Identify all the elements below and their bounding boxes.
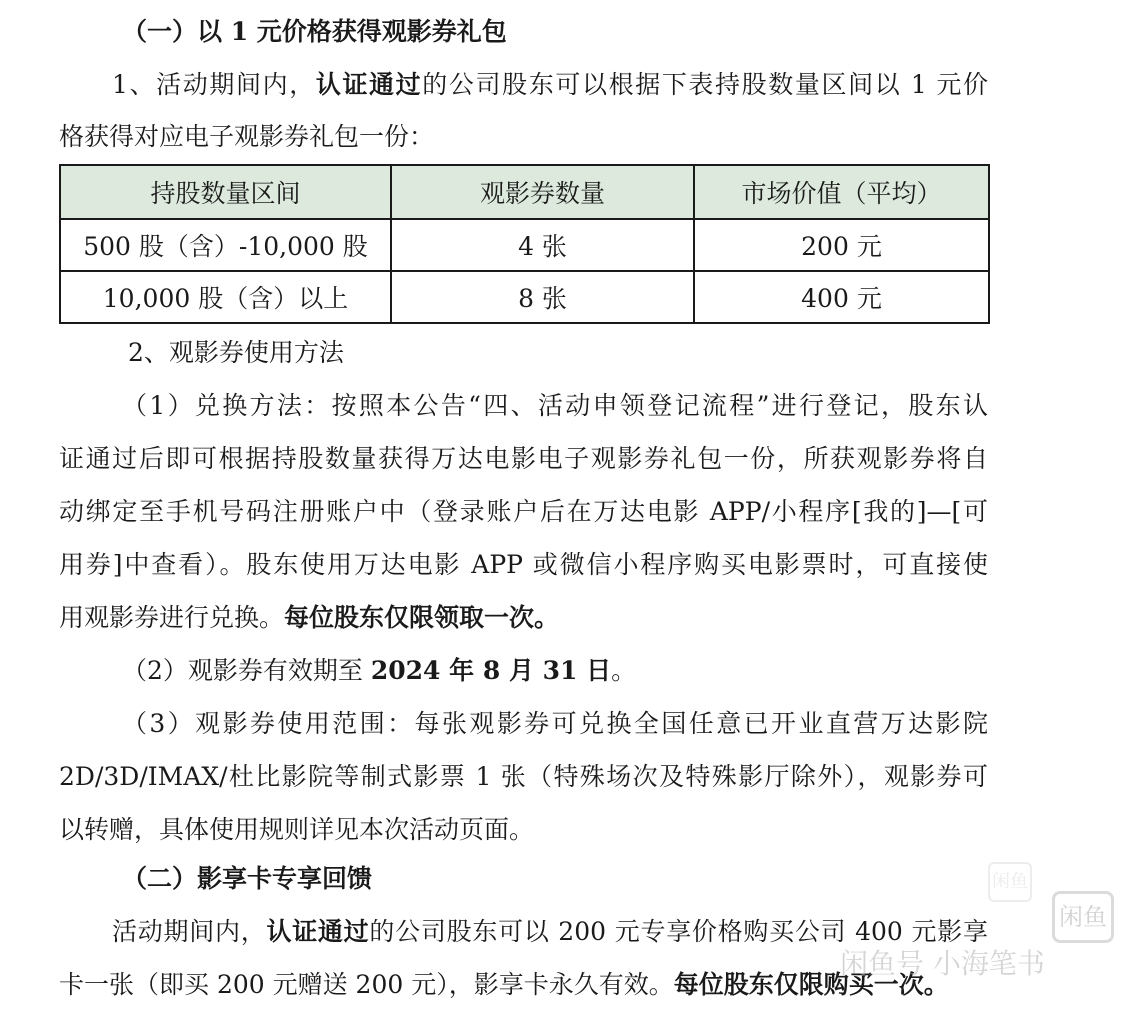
usage-title: 2、观影券使用方法 [128,338,344,367]
watermark-logo-icon: 闲鱼 [1052,891,1114,943]
usage-item2: （2）观影券有效期至 2024 年 8 月 31 日。 [122,656,637,685]
table-row [60,271,989,323]
usage-item3-line1: （3）观影券使用范围：每张观影券可兑换全国任意已开业直营万达影院 [122,709,988,738]
section1-paragraph-line2: 格获得对应电子观影券礼包一份： [59,122,435,151]
table-row [60,219,989,271]
table-cell: 400 元 [694,271,989,323]
table-cell: 500 股（含）-10,000 股 [60,219,391,271]
usage-item3-line2: 2D/3D/IMAX/杜比影院等制式影票 1 张（特殊场次及特殊影厅除外），观影券可 [59,762,988,791]
table-header-cell: 观影券数量 [391,165,694,219]
table-cell: 10,000 股（含）以上 [60,271,391,323]
holding-table [59,164,990,324]
section1-paragraph-line1: 1、活动期间内，认证通过的公司股东可以根据下表持股数量区间以 1 元价 [112,70,988,99]
table-header-cell: 市场价值（平均） [694,165,989,219]
usage-item3-line3: 以转赠，具体使用规则详见本次活动页面。 [59,815,535,844]
table-cell: 4 张 [391,219,694,271]
table-cell: 8 张 [391,271,694,323]
table-cell: 200 元 [694,219,989,271]
usage-item1-line1: （1）兑换方法：按照本公告“四、活动申领登记流程”进行登记，股东认 [122,391,988,420]
usage-item1-line3: 动绑定至手机号码注册账户中（登录账户后在万达电影 APP/小程序[我的]—[可 [59,497,988,526]
usage-item1-line4: 用券]中查看）。股东使用万达电影 APP 或微信小程序购买电影票时，可直接使 [59,550,988,579]
watermark-text: 闲鱼号 小海笔书 [840,947,1045,980]
section1-heading: （一）以 1 元价格获得观影券礼包 [122,17,507,46]
section2-paragraph-line1: 活动期间内，认证通过的公司股东可以 200 元专享价格购买公司 400 元影享 [112,917,988,946]
section2-heading: （二）影享卡专享回馈 [122,864,373,893]
usage-item1-line5: 用观影券进行兑换。每位股东仅限领取一次。 [59,603,560,632]
table-header-row [60,165,989,219]
section2-paragraph-line2: 卡一张（即买 200 元赠送 200 元），影享卡永久有效。每位股东仅限购买一次。 [59,970,949,999]
usage-item1-line2: 证通过后即可根据持股数量获得万达电影电子观影券礼包一份，所获观影券将自 [59,444,988,473]
table-header-cell: 持股数量区间 [60,165,391,219]
watermark-logo-faint: 闲鱼 [988,862,1032,902]
